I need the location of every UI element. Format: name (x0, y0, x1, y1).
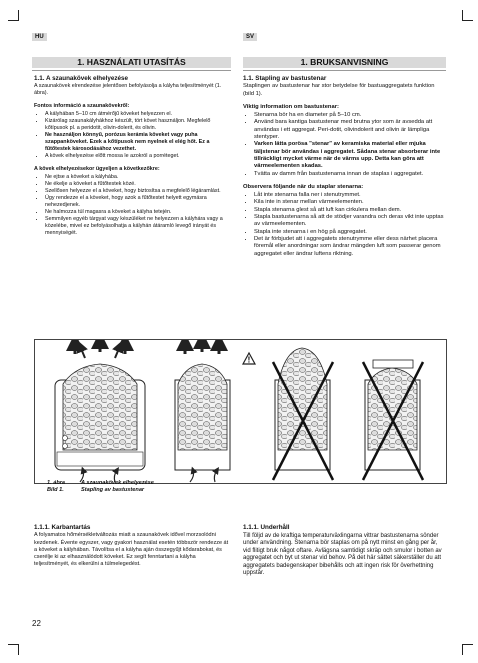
list-item: • Låt inte stenarna falla ner i stenutrymmet. (254, 192, 445, 199)
heater-front-view (55, 340, 145, 482)
header-rule-sv (243, 70, 446, 71)
place-list-hu (34, 174, 229, 237)
language-tag-hu: HU (32, 33, 47, 41)
maintenance-text-hu: A folyamatos hőmérsékletváltozás miatt a szaunakövek idővel morzsolódni kezdenek. Évente egyszer, vagy gyakori használat esetén többször rendezze át a köveket a kályhában. Távolítsa el a kályha aján összegyűjt kődarabokat, és cserélje ki az elhasználódott köveket. Ez segít fenntartani a kályha teljesítményét, és elkerülni a túlmelegedést. (34, 532, 229, 568)
list-item: • Kizárólag szaunakályhákhoz készült, tört követ használjon. Megfelelő kőtípusok pl. a peridotit, olivin-dolerit, és olivin. (45, 118, 229, 132)
section-title-hu: 1.1. A szaunakövek elhelyezése (34, 75, 129, 82)
maintenance-hu (34, 524, 229, 569)
list-item: • Stenarna bör ha en diameter på 5–10 cm. (254, 112, 445, 119)
list-item: • A kályhában 5–10 cm átmérőjű köveket helyezzen el. (45, 111, 229, 118)
place-title-sv: Observera följande när du staplar stenarna: (243, 183, 364, 190)
svg-text:!: ! (247, 355, 251, 365)
header-rule-hu (32, 70, 231, 71)
maintenance-text-sv: Till följd av de kraftiga temperaturväxlingarna vittrar bastustenarna sönder under användning. Stenarna bör staplas om på nytt minst en gång per år, vid flitigt bruk något oftare. Avlägsna samtidigt skräp och smulor i botten av aggregatet och byt ut stenar vid behov. På det här sättet säkerställer du att aggregatets badegenskaper bibehålls och att ingen risk för överhettning uppstår. (243, 532, 442, 576)
crop-mark-bottom-left (8, 644, 19, 655)
list-item: • Stapla bastustenarna så att de stödjer varandra och deras vikt inte upptas av värmeelementen. (254, 214, 445, 229)
intro-hu: A szaunakövek elrendezése jelentősen befolyásolja a kályha teljesítményét (1. ábra). (34, 83, 222, 96)
list-item: • Ne ékelje a köveket a fűtőtestek közé. (45, 181, 229, 188)
crop-mark-bottom-right (462, 644, 473, 655)
list-item: • Tvätta av damm från bastustenarna innan de staplas i aggregatet. (254, 171, 445, 178)
info-list-sv (243, 112, 445, 178)
column-sv (243, 75, 445, 264)
list-item: • Semmilyen egyéb tárgyat vagy készüléket ne helyezzen a kályhára vagy a közelébe, mivel ez befolyásolhatja a kályhán átáramló levegő irányát és mennyiségét. (45, 216, 229, 237)
intro-sv: Staplingen av bastustenar har stor betydelse för bastuaggregatets funktion (bild 1). (243, 83, 435, 97)
info-title-hu: Fontos információ a szaunakövekről: (34, 103, 130, 109)
figure-caption (47, 480, 154, 493)
list-item: • Úgy rendezze el a köveket, hogy azok a fűtőtestet helyett egymásra nehezedjenek. (45, 195, 229, 209)
column-hu (34, 75, 229, 243)
place-list-sv (243, 192, 445, 258)
info-title-sv: Viktig information om bastustenar: (243, 103, 339, 110)
list-item: • Stapla inte stenarna i en hög på aggregatet. (254, 229, 445, 236)
list-item: • Använd bara kantiga bastustenar med brutna ytor som är avsedda att användas i ett aggregat. Peri-dotit, olivindolerit and olivin är lämpliga stentyper. (254, 119, 445, 141)
list-item: • Ne ejtse a köveket a kályhába. (45, 174, 229, 181)
place-title-hu: A kövek elhelyezésekor ügyeljen a következőkre: (34, 166, 160, 172)
maintenance-sv (243, 524, 445, 578)
list-item: • A kövek elhelyezése előtt mossa le azokról a porréteget. (45, 153, 229, 160)
page-number: 22 (32, 619, 41, 628)
list-item: • Varken lätta porösa "stenar" av keramiska material eller mjuka täljstenar bör användas i aggregatet. Sådana stenar absorberar inte tillräckligt mycket värme när de värms upp. Detta kan göra att värmeelementen skadas. (254, 141, 445, 170)
language-tag-sv: SV (243, 33, 257, 41)
caption-label-hu: 1. ábra (47, 480, 66, 486)
crop-mark-top-left (8, 10, 19, 21)
list-item: • Kila inte in stenar mellan värmeelementen. (254, 199, 445, 206)
warning-icon (243, 353, 255, 365)
header-hu: 1. HASZNÁLATI UTASÍTÁS (32, 57, 231, 68)
list-item: • Det är förbjudet att i aggregatets stenutrymme eller dess närhet placera föremål eller anordningar som ändrar mängden luft som passerar genom aggregatet eller ändrar luftens riktning. (254, 236, 445, 258)
figure-illustration (35, 340, 446, 483)
heater-wrong-object-on-top (363, 360, 423, 480)
section-title-sv: 1.1. Stapling av bastustenar (243, 75, 327, 82)
info-list-hu (34, 111, 229, 160)
caption-label-sv: Bild 1. (47, 486, 64, 493)
list-item: • Stapla stenarna glest så att luft kan cirkulera mellan dem. (254, 207, 445, 214)
maintenance-title-hu: 1.1.1. Karbantartás (34, 524, 91, 531)
maintenance-title-sv: 1.1.1. Underhåll (243, 524, 290, 531)
figure-stone-stacking (34, 339, 447, 484)
caption-text-sv: Stapling av bastustenar (81, 486, 145, 493)
heater-wrong-piled-high (273, 348, 333, 480)
list-item: • Ne használjon könnyű, porózus kerámia köveket vagy puha szappanköveket. Ezek a kőtípusok nem nyelnek el elég hőt. Ez a fűtőtestek károsodásához vezethet. (45, 132, 229, 153)
list-item: • Ne halmozza túl magasra a köveket a kályha tetején. (45, 209, 229, 216)
caption-text-hu: A szaunakövek elhelyezése (81, 480, 154, 486)
header-sv: 1. BRUKSANVISNING (243, 57, 446, 68)
crop-mark-top-right (462, 10, 473, 21)
list-item: • Szellősen helyezze el a köveket, hogy biztosítsa a megfelelő légáramlást. (45, 188, 229, 195)
heater-side-view-correct (175, 340, 230, 482)
